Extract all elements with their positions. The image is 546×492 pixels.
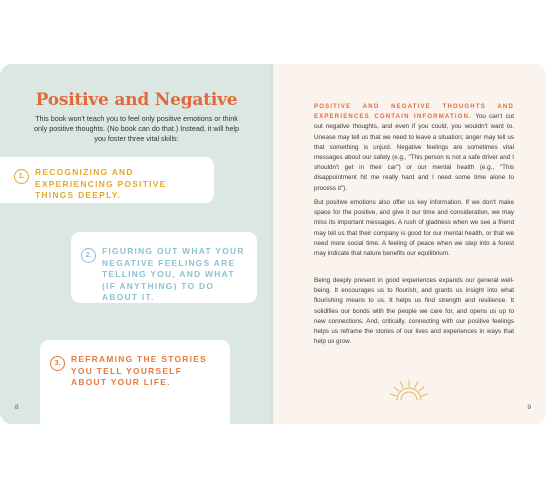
skill-text-3: REFRAMING THE STORIES YOU TELL YOURSELF ABOUT YOUR LIFE. — [71, 354, 208, 387]
right-page — [273, 64, 546, 424]
page-title: Positive and Negative — [35, 90, 238, 110]
paragraph-1-body: You can't cut out negative thoughts, and even if you could, you wouldn't want to. Unease may tell us that we need to leave a situation; anger may tell us that something is unjust. Negative feelings are sometimes vital messages about our safety (e.g., "This person is not a safe driver and I shouldn't get in their car") or our mental health (e.g., "This disappointment hit me really hard and I need some time alone to process it"). — [314, 113, 514, 192]
skill-card-1 — [0, 157, 214, 203]
skill-card-3 — [40, 340, 230, 424]
paragraph-1 — [314, 102, 514, 194]
page-number-left: 8 — [15, 404, 19, 411]
skill-number-1: 1. — [14, 169, 29, 184]
paragraph-lead-in: POSITIVE AND NEGATIVE THOUGHTS AND EXPERIENCES CONTAIN INFORMATION. — [314, 104, 514, 121]
book-gutter — [271, 64, 275, 424]
intro-text: This book won't teach you to feel only positive emotions or think only positive thoughts. (No book can do that.) Instead, it will help you foster three vital skills: — [34, 114, 239, 143]
left-page — [0, 64, 273, 424]
skill-text-1: RECOGNIZING AND EXPERIENCING POSITIVE THINGS DEEPLY. — [35, 167, 167, 200]
sunburst-icon — [389, 379, 429, 401]
skill-number-2: 2. — [81, 248, 96, 263]
paragraph-2: But positive emotions also offer us key information. If we don't make space for the positive, and give it our time and consideration, we may miss its important messages. A rush of gladness when we see a friend may tell us that their company is good for our mental health, or that we need more social time. A feeling of peace when we step into a forest may indicate that nature benefits our equilibrium. — [314, 199, 514, 258]
skill-text-2: FIGURING OUT WHAT YOUR NEGATIVE FEELINGS ARE TELLING YOU, AND WHAT (IF ANYTHING) TO DO ABOUT IT. — [102, 246, 245, 302]
paragraph-3: Being deeply present in good experiences expands our general well-being. It encourages us to flourish, and grants us insight into what flourishing means to us. It helps us find strength and resilience. It solidifies our bonds with the people we care for, and opens us up to new connections. And, critically, connecting with our positive feelings helps us reframe the stories of our lives and experiences in ways that help us grow. — [314, 277, 514, 346]
page-number-right: 9 — [527, 404, 531, 411]
skill-card-2 — [71, 232, 257, 303]
skill-number-3: 3. — [50, 356, 65, 371]
